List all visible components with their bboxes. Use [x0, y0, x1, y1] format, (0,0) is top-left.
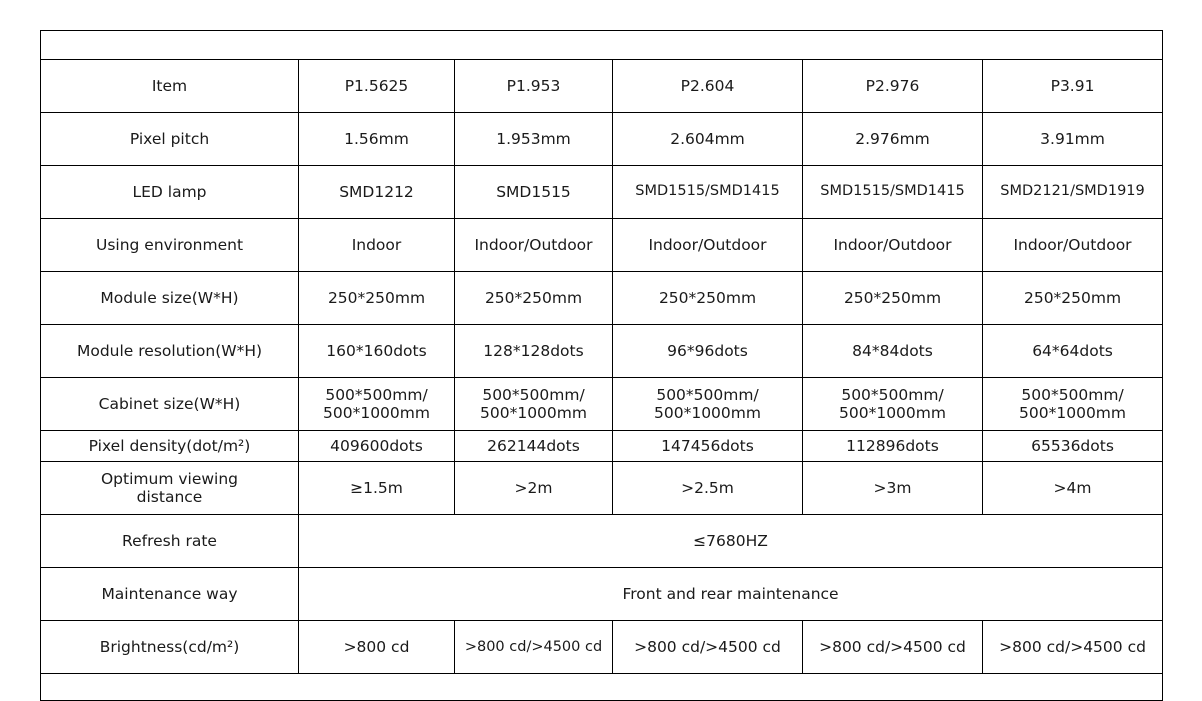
table-cell: >800 cd/>4500 cd	[983, 621, 1163, 674]
table-row-refresh-rate	[41, 515, 1163, 568]
table-cell: 3.91mm	[983, 113, 1163, 166]
table-cell: 250*250mm	[455, 272, 613, 325]
table-bottom-spacer-row	[41, 674, 1163, 701]
table-row-cabinet-size	[41, 378, 1163, 431]
table-cell: SMD1515/SMD1415	[613, 166, 803, 219]
row-label: Brightness(cd/m²)	[41, 621, 299, 674]
row-label-line-1: Optimum viewing	[100, 470, 239, 488]
row-label-line-2: distance	[136, 488, 203, 507]
table-cell: SMD1515/SMD1415	[803, 166, 983, 219]
table-cell: 2.604mm	[613, 113, 803, 166]
table-cell: 250*250mm	[613, 272, 803, 325]
cell-line-1: 500*500mm/	[1021, 385, 1124, 404]
cell-line-2: 500*1000mm	[323, 404, 430, 422]
header-p2-976: P2.976	[803, 60, 983, 113]
table-cell: Indoor/Outdoor	[983, 219, 1163, 272]
header-item: Item	[41, 60, 299, 113]
cell-line-2: 500*1000mm	[1019, 404, 1127, 422]
header-p1-953: P1.953	[455, 60, 613, 113]
table-cell: 262144dots	[455, 431, 613, 462]
table-cell: Indoor/Outdoor	[803, 219, 983, 272]
table-cell: >800 cd/>4500 cd	[803, 621, 983, 674]
row-label: Maintenance way	[41, 568, 299, 621]
cell-line-1: 500*500mm/	[841, 385, 944, 404]
table-cell: Indoor/Outdoor	[455, 219, 613, 272]
table-cell	[803, 378, 983, 431]
row-label: LED lamp	[41, 166, 299, 219]
table-cell: 250*250mm	[299, 272, 455, 325]
table-cell: SMD1212	[299, 166, 455, 219]
table-cell: 147456dots	[613, 431, 803, 462]
table-row-module-size	[41, 272, 1163, 325]
table-cell-merged: Front and rear maintenance	[299, 568, 1163, 621]
table-row-module-resolution	[41, 325, 1163, 378]
table-top-spacer-row	[41, 31, 1163, 60]
table-cell: >3m	[803, 462, 983, 515]
table-cell: 250*250mm	[983, 272, 1163, 325]
table-cell: >800 cd/>4500 cd	[613, 621, 803, 674]
table-cell: >2m	[455, 462, 613, 515]
table-row-led-lamp	[41, 166, 1163, 219]
row-label: Pixel density(dot/m²)	[41, 431, 299, 462]
header-p3-91: P3.91	[983, 60, 1163, 113]
row-label: Pixel pitch	[41, 113, 299, 166]
table-cell	[613, 378, 803, 431]
row-label: Module resolution(W*H)	[41, 325, 299, 378]
table-cell: 160*160dots	[299, 325, 455, 378]
header-p1-5625: P1.5625	[299, 60, 455, 113]
table-cell: >2.5m	[613, 462, 803, 515]
row-label	[41, 462, 299, 515]
table-cell: 65536dots	[983, 431, 1163, 462]
table-cell: 409600dots	[299, 431, 455, 462]
table-cell: 64*64dots	[983, 325, 1163, 378]
cell-line-1: 500*500mm/	[325, 385, 428, 404]
table-row-optimum-viewing-distance	[41, 462, 1163, 515]
table-cell: SMD2121/SMD1919	[983, 166, 1163, 219]
table-cell	[983, 378, 1163, 431]
row-label: Module size(W*H)	[41, 272, 299, 325]
table-cell: Indoor	[299, 219, 455, 272]
table-row-brightness	[41, 621, 1163, 674]
table-header-row	[41, 60, 1163, 113]
spacer-cell	[41, 674, 1163, 701]
table-cell: 250*250mm	[803, 272, 983, 325]
table-cell: Indoor/Outdoor	[613, 219, 803, 272]
table-cell-merged: ≤7680HZ	[299, 515, 1163, 568]
row-label: Cabinet size(W*H)	[41, 378, 299, 431]
table-cell: >800 cd	[299, 621, 455, 674]
spacer-cell	[41, 31, 1163, 60]
cell-line-2: 500*1000mm	[480, 404, 587, 422]
table-cell: 1.953mm	[455, 113, 613, 166]
table-cell: 112896dots	[803, 431, 983, 462]
table-row-pixel-pitch	[41, 113, 1163, 166]
cell-line-2: 500*1000mm	[654, 404, 761, 422]
table-cell: 84*84dots	[803, 325, 983, 378]
header-p2-604: P2.604	[613, 60, 803, 113]
table-cell: SMD1515	[455, 166, 613, 219]
table-cell	[299, 378, 455, 431]
cell-line-2: 500*1000mm	[839, 404, 946, 422]
row-label: Using environment	[41, 219, 299, 272]
led-specification-table	[40, 30, 1163, 701]
table-cell: ≥1.5m	[299, 462, 455, 515]
table-row-maintenance-way	[41, 568, 1163, 621]
table-row-using-environment	[41, 219, 1163, 272]
table-cell: 1.56mm	[299, 113, 455, 166]
table-cell: 128*128dots	[455, 325, 613, 378]
row-label: Refresh rate	[41, 515, 299, 568]
table-row-pixel-density	[41, 431, 1163, 462]
table-cell: 96*96dots	[613, 325, 803, 378]
cell-line-1: 500*500mm/	[656, 385, 759, 404]
table-cell: 2.976mm	[803, 113, 983, 166]
table-cell	[455, 378, 613, 431]
table-cell: >4m	[983, 462, 1163, 515]
cell-line-1: 500*500mm/	[482, 385, 585, 404]
table-cell: >800 cd/>4500 cd	[455, 621, 613, 674]
